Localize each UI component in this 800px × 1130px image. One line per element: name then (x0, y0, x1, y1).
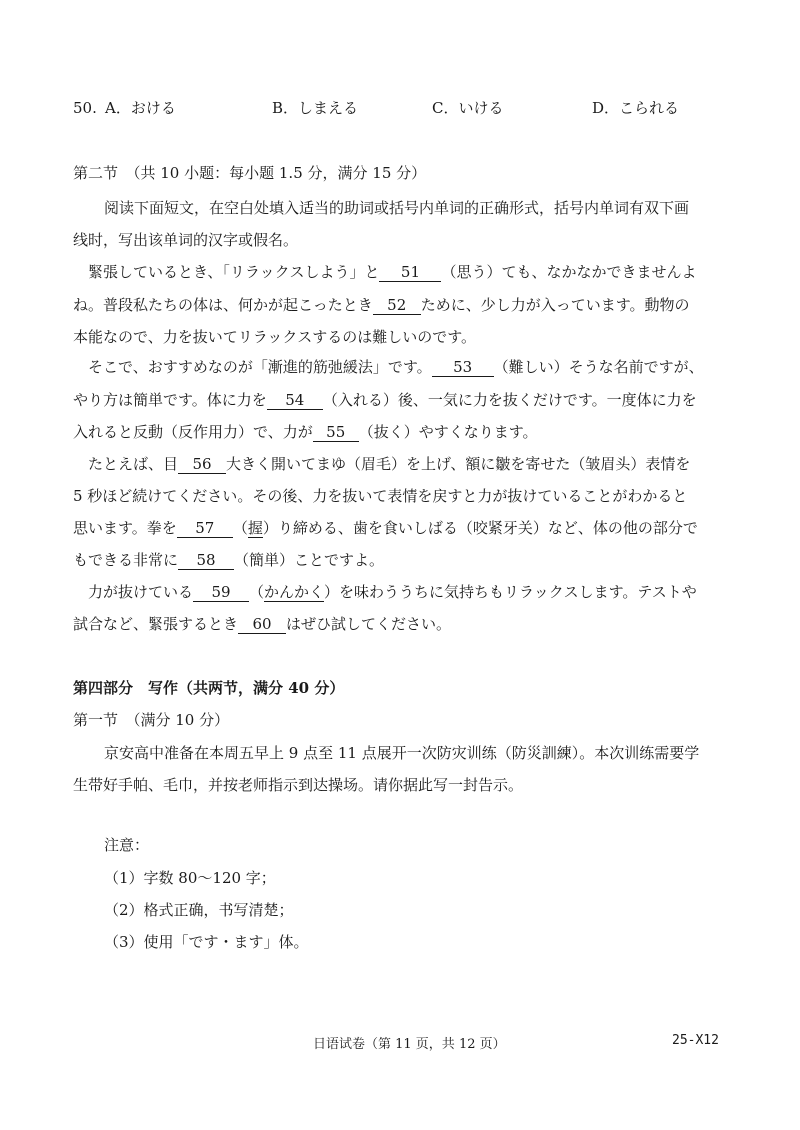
passage-text: そこで、おすすめなのが「漸進的筋弛緩法」です。 (88, 358, 432, 376)
note-item: （1）字数 80～120 字； (104, 869, 276, 887)
passage-text: 力が抜けている (88, 583, 194, 601)
writing-task-line-2: 生带好手帕、毛巾，并按老师指示到达操场。请你据此写一封告示。 (73, 776, 524, 794)
passage-line (88, 581, 697, 603)
passage-line (73, 294, 690, 316)
passage-text: たとえば、目 (88, 455, 179, 473)
blank-55: 55 (313, 423, 359, 442)
passage-line: 5 秒ほど続けてください。その後、力を抜いて表情を戻すと力が抜けていることがわかると (73, 487, 688, 505)
passage-text: （難しい）そうな名前ですが、 (493, 358, 704, 376)
passage-line (73, 421, 538, 443)
passage-text: ）を味わううちに気持ちもリラックスします。テストや (324, 583, 697, 601)
option-c: C．いける (432, 99, 504, 117)
exam-code: 25-X12 (672, 1033, 719, 1048)
passage-text: 入れると反動（反作用力）で、力が (73, 423, 313, 441)
passage-text: 緊張しているとき、「リラックスしよう」と (88, 263, 380, 281)
passage-text: 試合など、緊張するとき (73, 615, 239, 633)
passage-line (88, 356, 704, 378)
blank-53: 53 (432, 358, 494, 377)
passage-text: （簡単）ことですよ。 (234, 551, 385, 569)
passage-line (88, 261, 696, 283)
blank-58: 58 (178, 551, 234, 570)
passage-text: 大きく開いてまゆ（眉毛）を上げ、額に皺を寄せた（皱眉头）表情を (226, 455, 691, 473)
instruction-line-2: 线时，写出该单词的汉字或假名。 (73, 231, 299, 249)
passage-line: 本能なので、力を抜いてリラックスするのは難しいのです。 (73, 328, 477, 346)
section-1-heading: 第一节 （满分 10 分） (73, 711, 230, 729)
writing-task-line-1: 京安高中准备在本周五早上 9 点至 11 点展开一次防灾训练（防災訓練）。本次训练需要学 (104, 744, 700, 762)
double-underlined-word: かんかく (264, 583, 325, 601)
instruction-line-1: 阅读下面短文，在空白处填入适当的助词或括号内单词的正确形式，括号内单词有双下画 (104, 199, 690, 217)
passage-text: やり方は簡単です。体に力を (73, 391, 267, 409)
passage-text: （ (249, 583, 265, 601)
passage-text: ために、少し力が入っています。動物の (420, 296, 690, 314)
blank-54: 54 (267, 391, 323, 410)
passage-text: もできる非常に (73, 551, 179, 569)
passage-text: はぜひ試してください。 (286, 615, 452, 633)
passage-text: ね。普段私たちの体は、何かが起こったとき (73, 296, 373, 314)
note-item: （2）格式正确，书写清楚； (104, 901, 294, 919)
blank-51: 51 (379, 263, 441, 282)
blank-57: 57 (177, 519, 233, 538)
double-underlined-word: 握 (247, 519, 263, 537)
option-d: D．こられる (592, 99, 680, 117)
passage-line (73, 613, 451, 635)
section-2-heading: 第二节 （共 10 小题：每小题 1.5 分，满分 15 分） (73, 164, 427, 182)
passage-text: （入れる）後、一気に力を抜くだけです。一度体に力を (322, 391, 697, 409)
passage-line (88, 453, 690, 475)
passage-text: ）り締める、歯を食いしばる（咬紧牙关）など、体の他の部分で (262, 519, 698, 537)
blank-59: 59 (193, 583, 249, 602)
option-a: A．おける (105, 99, 176, 117)
passage-line (73, 389, 697, 411)
option-b: B．しまえる (272, 99, 359, 117)
passage-text: （ (232, 519, 248, 537)
part-4-heading: 第四部分 写作（共两节，满分 40 分） (73, 679, 345, 697)
passage-text: 思います。拳を (73, 519, 177, 537)
page-footer: 日语试卷（第 11 页，共 12 页） (313, 1037, 506, 1052)
blank-60: 60 (238, 615, 286, 634)
question-50-number: 50. (73, 99, 97, 117)
blank-52: 52 (373, 296, 421, 315)
passage-text: （抜く）やすくなります。 (358, 423, 538, 441)
notes-label: 注意： (104, 836, 150, 854)
note-item: （3）使用「です・ます」体。 (104, 933, 309, 951)
passage-text: （思う）ても、なかなかできませんよ (441, 263, 697, 281)
passage-line (73, 517, 698, 539)
blank-56: 56 (178, 455, 226, 474)
passage-line (73, 549, 384, 571)
